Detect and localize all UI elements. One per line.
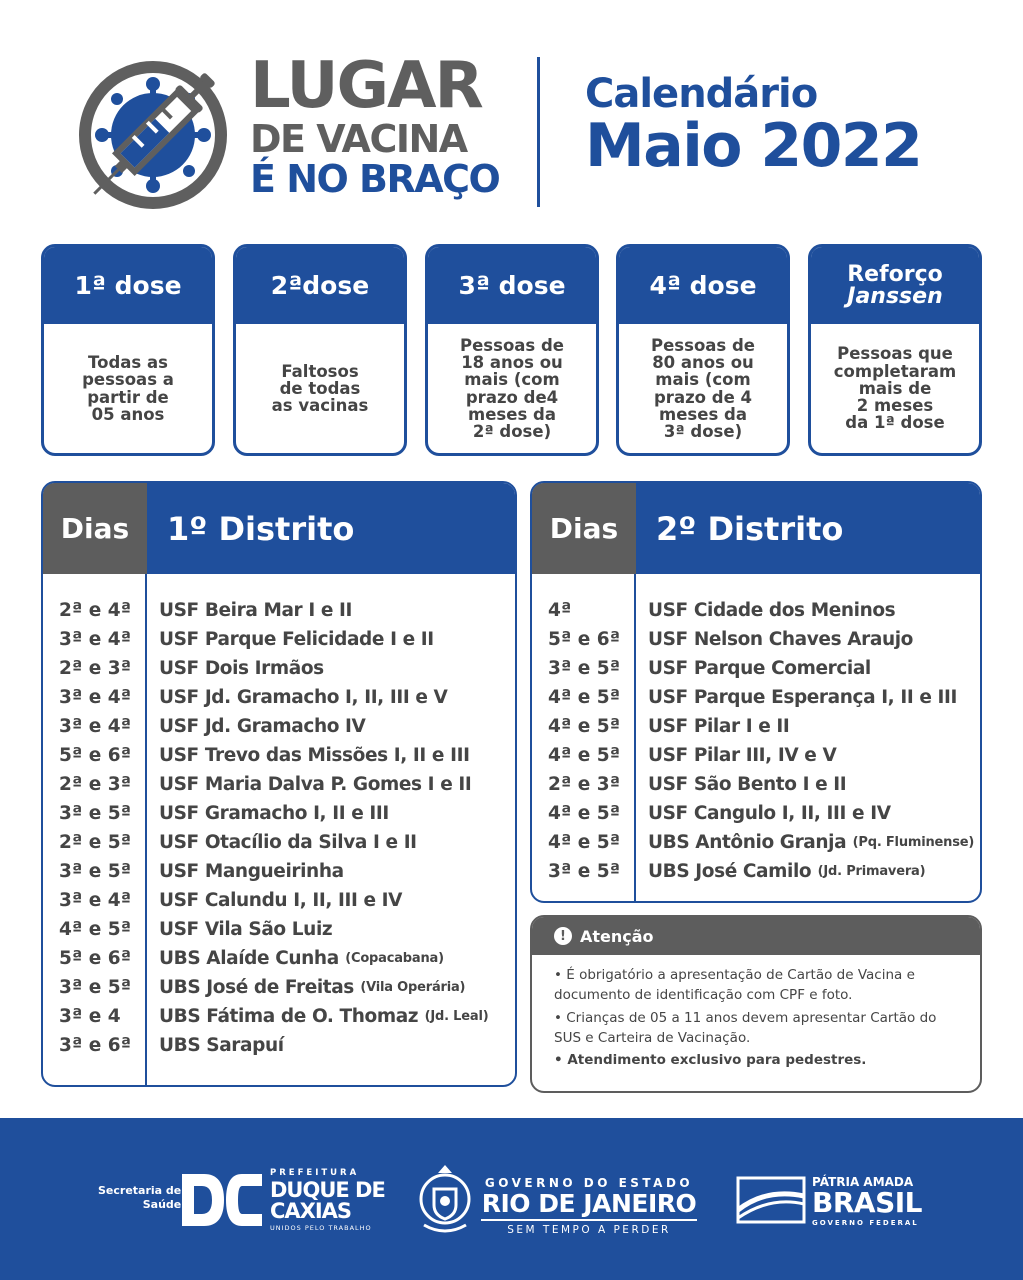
- table-row: [43, 654, 515, 683]
- row-neighborhood: (Vila Operária): [360, 980, 466, 995]
- secretaria-line-2: Saúde: [142, 1198, 182, 1212]
- logo-line-1: LUGAR: [250, 49, 482, 123]
- brasil-flag-icon: [736, 1176, 806, 1224]
- attention-item: • Atendimento exclusivo para pedestres.: [554, 1052, 867, 1068]
- row-health-unit: USF Jd. Gramacho IV: [159, 716, 366, 737]
- row-health-unit: USF São Bento I e II: [648, 774, 847, 795]
- row-days: 4ª e 5ª: [59, 919, 132, 940]
- row-neighborhood: (Jd. Leal): [424, 1009, 489, 1024]
- row-neighborhood: (Copacabana): [345, 951, 444, 966]
- dose-card-title-line-2: Janssen: [847, 283, 943, 309]
- row-health-unit: UBS Alaíde Cunha: [159, 948, 339, 969]
- row-days: 3ª e 5ª: [59, 977, 132, 998]
- br-label: PÁTRIA AMADA: [812, 1175, 914, 1189]
- table-row: [532, 857, 980, 886]
- footer: [0, 1118, 1023, 1280]
- table-row: [43, 741, 515, 770]
- table-row: [43, 857, 515, 886]
- row-days: 4ª e 5ª: [548, 716, 621, 737]
- dose-card-3: [425, 244, 599, 456]
- table-row: [43, 799, 515, 828]
- row-days: 4ª e 5ª: [548, 832, 621, 853]
- row-health-unit: USF Trevo das Missões I, II e III: [159, 745, 470, 766]
- table-row: [43, 712, 515, 741]
- row-days: 2ª e 4ª: [59, 600, 132, 621]
- logo-line-3: É NO BRAÇO: [250, 157, 500, 201]
- attention-header: [532, 917, 980, 955]
- row-days: 3ª e 4ª: [59, 687, 132, 708]
- rj-name: RIO DE JANEIRO: [481, 1190, 697, 1221]
- table-row: [532, 770, 980, 799]
- calendar-title: [585, 71, 922, 181]
- district-1-rows: [43, 596, 515, 1060]
- attention-box: [530, 915, 982, 1093]
- row-health-unit: USF Jd. Gramacho I, II, III e V: [159, 687, 448, 708]
- row-days: 3ª e 6ª: [59, 1035, 132, 1056]
- table-row: [43, 915, 515, 944]
- row-days: 3ª e 5ª: [59, 861, 132, 882]
- br-name: BRASIL: [812, 1186, 922, 1219]
- row-days: 5ª e 6ª: [548, 629, 621, 650]
- calendar-title-line-1: Calendário: [585, 71, 818, 117]
- attention-item: • É obrigatório a apresentação de Cartão de Vacina e documento de identificação com CPF e foto.: [554, 967, 915, 1004]
- row-days: 3ª e 4ª: [59, 890, 132, 911]
- table-row: [532, 828, 980, 857]
- row-days: 4ª e 5ª: [548, 803, 621, 824]
- row-health-unit: UBS Fátima de O. Thomaz: [159, 1006, 419, 1027]
- table-row: [43, 886, 515, 915]
- table-row: [532, 712, 980, 741]
- row-health-unit: USF Parque Felicidade I e II: [159, 629, 434, 650]
- prefeitura-label: PREFEITURA: [270, 1168, 360, 1178]
- calendar-title-line-2: Maio 2022: [585, 111, 922, 181]
- row-health-unit: USF Nelson Chaves Araujo: [648, 629, 913, 650]
- row-days: 2ª e 3ª: [59, 658, 132, 679]
- dose-card-text: Faltosos de todas as vacinas: [271, 361, 369, 416]
- row-health-unit: USF Parque Comercial: [648, 658, 871, 679]
- row-health-unit: USF Maria Dalva P. Gomes I e II: [159, 774, 472, 795]
- dose-card-title: 4ª dose: [619, 247, 787, 324]
- row-days: 4ª: [548, 600, 572, 621]
- attention-item: • Crianças de 05 a 11 anos devem apresentar Cartão do SUS e Carteira de Vacinação.: [554, 1009, 937, 1046]
- secretaria-label: [98, 1184, 181, 1213]
- dose-card-title: 1ª dose: [44, 247, 212, 324]
- row-health-unit: USF Calundu I, II, III e IV: [159, 890, 403, 911]
- rio-coat-of-arms-icon: [416, 1163, 474, 1239]
- dose-card-title: 3ª dose: [428, 247, 596, 324]
- dose-card-text: Todas as pessoas a partir de 05 anos: [82, 352, 174, 424]
- row-health-unit: USF Parque Esperança I, II e III: [648, 687, 957, 708]
- dose-card-2: [233, 244, 407, 456]
- dose-card-title: 2ªdose: [236, 247, 404, 324]
- attention-body: [532, 955, 980, 1070]
- table-row: [532, 625, 980, 654]
- dose-card-text: Pessoas de 80 anos ou mais (com prazo de 4 meses da 3ª dose): [651, 335, 755, 442]
- row-days: 2ª e 3ª: [548, 774, 621, 795]
- table-row: [43, 770, 515, 799]
- syringe-virus-logo-icon: [68, 50, 238, 220]
- table-row: [532, 741, 980, 770]
- row-health-unit: USF Dois Irmãos: [159, 658, 324, 679]
- dose-card-text: Pessoas que completaram mais de 2 meses da 1ª dose: [833, 344, 957, 433]
- table-row: [43, 1031, 515, 1060]
- row-health-unit: USF Otacílio da Silva I e II: [159, 832, 417, 853]
- table-row: [43, 828, 515, 857]
- dose-card-1: [41, 244, 215, 456]
- row-health-unit: USF Mangueirinha: [159, 861, 344, 882]
- dose-card-4: [616, 244, 790, 456]
- row-days: 3ª e 5ª: [59, 803, 132, 824]
- row-days: 3ª e 4: [59, 1006, 121, 1027]
- days-column-header: Dias: [43, 483, 147, 574]
- exclamation-icon: !: [554, 927, 572, 945]
- header-divider: [537, 57, 540, 207]
- dose-card-text: Pessoas de 18 anos ou mais (com prazo de4 meses da 2ª dose): [460, 335, 564, 442]
- rj-label: GOVERNO DO ESTADO: [484, 1176, 694, 1190]
- row-days: 5ª e 6ª: [59, 745, 132, 766]
- row-health-unit: USF Pilar I e II: [648, 716, 790, 737]
- district-2-rows: [532, 596, 980, 886]
- row-days: 3ª e 4ª: [59, 716, 132, 737]
- dose-card-janssen: [808, 244, 982, 456]
- row-days: 5ª e 6ª: [59, 948, 132, 969]
- table-row: [532, 799, 980, 828]
- dose-card-title: [811, 247, 979, 324]
- table-row: [43, 625, 515, 654]
- row-days: 4ª e 5ª: [548, 687, 621, 708]
- row-days: 3ª e 5ª: [548, 658, 621, 679]
- row-health-unit: USF Gramacho I, II e III: [159, 803, 389, 824]
- row-health-unit: USF Beira Mar I e II: [159, 600, 352, 621]
- row-health-unit: USF Vila São Luiz: [159, 919, 333, 940]
- days-column-header: Dias: [532, 483, 636, 574]
- dose-card-title-line-1: Reforço: [847, 261, 943, 287]
- table-row: [43, 944, 515, 973]
- row-health-unit: UBS Antônio Granja: [648, 832, 847, 853]
- campaign-logo-text: [250, 49, 500, 201]
- row-days: 2ª e 5ª: [59, 832, 132, 853]
- row-neighborhood: (Pq. Fluminense): [852, 835, 975, 850]
- table-row: [43, 1002, 515, 1031]
- row-days: 4ª e 5ª: [548, 745, 621, 766]
- prefeitura-name-line-2: CAXIAS: [270, 1199, 352, 1223]
- attention-title: Atenção: [580, 926, 654, 946]
- row-neighborhood: (Jd. Primavera): [817, 864, 926, 879]
- district-1-table: [41, 481, 517, 1087]
- rio-de-janeiro-logo: [481, 1176, 697, 1236]
- br-tagline: GOVERNO FEDERAL: [812, 1219, 919, 1227]
- district-2-table: [530, 481, 982, 903]
- row-days: 3ª e 5ª: [548, 861, 621, 882]
- secretaria-line-1: Secretaria de: [98, 1184, 182, 1197]
- row-health-unit: UBS José de Freitas: [159, 977, 354, 998]
- table-row: [43, 596, 515, 625]
- prefeitura-tagline: UNIDOS PELO TRABALHO: [270, 1224, 372, 1232]
- district-2-title: 2º Distrito: [656, 509, 844, 548]
- row-days: 3ª e 4ª: [59, 629, 132, 650]
- row-health-unit: USF Cidade dos Meninos: [648, 600, 896, 621]
- rj-tagline: SEM TEMPO A PERDER: [507, 1223, 671, 1236]
- duque-de-caxias-logo-icon: [180, 1170, 264, 1230]
- prefeitura-logo: [270, 1168, 385, 1232]
- table-row: [43, 973, 515, 1002]
- table-row: [43, 683, 515, 712]
- logo-line-2: DE VACINA: [250, 117, 467, 161]
- row-health-unit: UBS Sarapuí: [159, 1035, 284, 1056]
- district-1-title: 1º Distrito: [167, 509, 355, 548]
- row-health-unit: USF Cangulo I, II, III e IV: [648, 803, 891, 824]
- row-health-unit: USF Pilar III, IV e V: [648, 745, 837, 766]
- table-row: [532, 654, 980, 683]
- row-health-unit: UBS José Camilo: [648, 861, 812, 882]
- prefeitura-name-line-1: DUQUE DE: [270, 1178, 385, 1202]
- table-row: [532, 596, 980, 625]
- brasil-logo: [812, 1175, 922, 1227]
- row-days: 2ª e 3ª: [59, 774, 132, 795]
- table-row: [532, 683, 980, 712]
